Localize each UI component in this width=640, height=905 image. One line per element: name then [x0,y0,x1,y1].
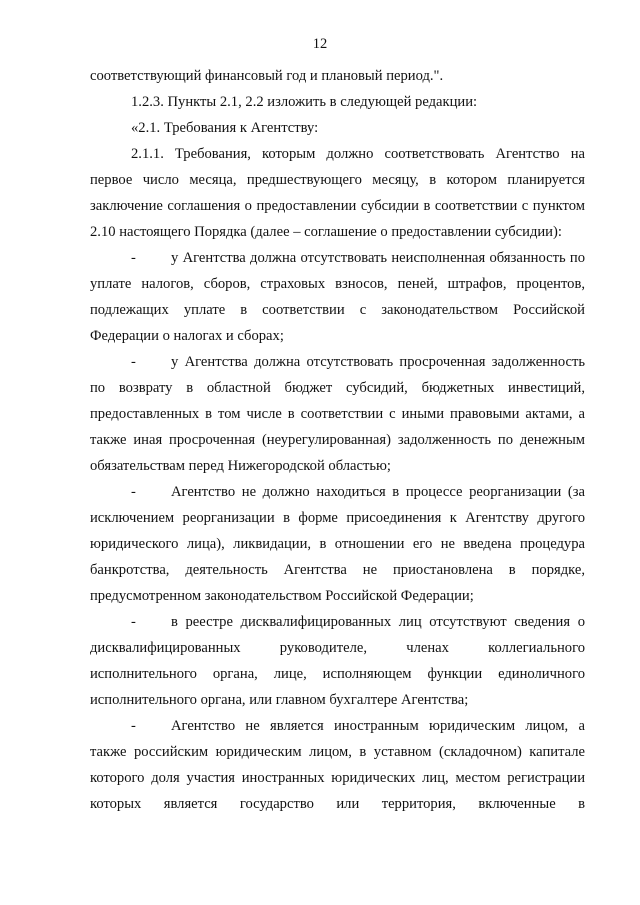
list-item-text: Агентство не должно находиться в процессе реорганизации (за исключением реорганизации в форме присоединения к Агентству другого юридического лица), ликвидации, в отношении его не введена процедура банкротства, деятельность Агентства не приостановлена в порядке, предусмотренном законодательством Российской Федерации; [90,484,585,604]
list-item [90,245,585,349]
page-number: 12 [312,36,328,52]
list-item [90,713,585,817]
list-item [90,479,585,609]
document-body [90,63,585,817]
list-dash: - [131,354,136,370]
list-dash: - [131,484,136,500]
list-item-text: в реестре дисквалифицированных лиц отсутствуют сведения о дисквалифицированных руководителе, членах коллегиального исполнительного органа, лице, исполняющем функции единоличного исполнительного органа, или главном бухгалтере Агентства; [90,614,585,708]
list-dash: - [131,614,136,630]
paragraph-continuation: соответствующий финансовый год и плановый период.". [90,68,444,84]
paragraph-requirements: 2.1.1. Требования, которым должно соответствовать Агентство на первое число месяца, предшествующего месяцу, в котором планируется заключение соглашения о предоставлении субсидии в соответствии с пунктом 2.10 настоящего Порядка (далее – соглашение о предоставлении субсидии): [90,146,585,240]
list-item [90,609,585,713]
list-item-text: у Агентства должна отсутствовать неисполненная обязанность по уплате налогов, сборов, страховых взносов, пеней, штрафов, процентов, подлежащих уплате в соответствии с законодательством Российской Федерации о налогах и сборах; [90,250,585,344]
list-item-text: у Агентства должна отсутствовать просроченная задолженность по возврату в областной бюджет субсидий, бюджетных инвестиций, предоставленных в том числе в соответствии с иными правовыми актами, а также иная просроченная (неурегулированная) задолженность по денежным обязательствам перед Нижегородской областью; [90,354,585,474]
paragraph-amendment: 1.2.3. Пункты 2.1, 2.2 изложить в следующей редакции: [131,94,478,110]
list-dash: - [131,250,136,266]
paragraph-section-heading: «2.1. Требования к Агентству: [131,120,319,136]
list-item-text: Агентство не является иностранным юридическим лицом, а также российским юридическим лицом, в уставном (складочном) капитале которого доля участия иностранных юридических лиц, местом регистрации которых является государство или территория, включенные в [90,718,585,812]
list-dash: - [131,718,136,734]
list-item [90,349,585,479]
